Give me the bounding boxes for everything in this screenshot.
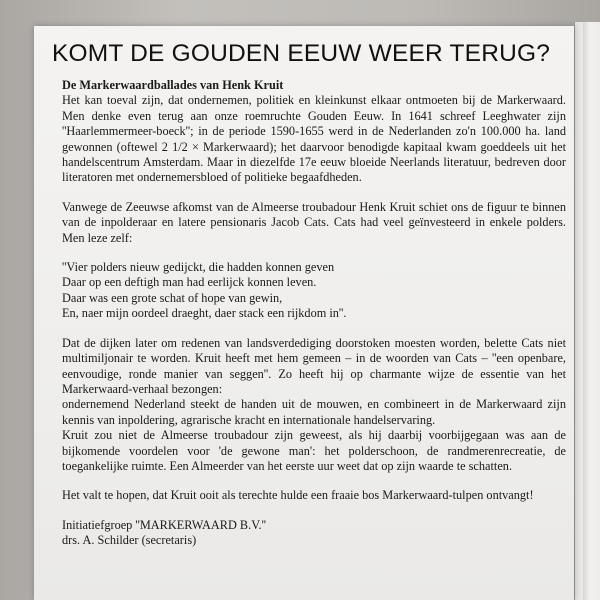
quote-line: Daar was een grote schat of hope van gewin, — [62, 290, 283, 305]
paragraph-intro: Het kan toeval zijn, dat ondernemen, politiek en kleinkunst elkaar ontmoeten bij de Markerwaard. Men denke even terug aan onze roemruchte Gouden Eeuw. In 1641 schreef Leeghwater zijn ''Haarlemmermeer-boeck''; in de periode 1590-1655 werd in de Nederlanden zo'n 100.000 ha. land gewonnen (oftewel 2 1/2 × Markerwaard); het daarvoor benodigde kapitaal kwam goeddeels uit het handelscentrum Amsterdam. Maar in diezelfde 17e eeuw bloeide Neerlands literatuur, bedreven door literatoren met ondernemersbloed of politieke begaafdheden. — [62, 93, 566, 185]
quote-line: En, naer mijn oordeel draeght, daer stack een rijkdom in''. — [62, 306, 347, 321]
spacer — [62, 246, 566, 260]
adjacent-page-edge — [574, 22, 600, 600]
cats-quote — [62, 260, 566, 322]
page-fold-shadow — [583, 22, 589, 600]
paragraph-dikes: Dat de dijken later om redenen van landsverdediging doorstoken moesten worden, belette Cats niet multimiljonair te worden. Kruit heeft met hem gemeen – in de woorden van Cats – ''een openbare, eenvoudige, ronde manier van seggen''. Zo heeft hij op charmante wijze de essentie van het Markerwaard-verhaal bezongen: — [62, 335, 566, 396]
paragraph-cats: Vanwege de Zeeuwse afkomst van de Almeerse troubadour Henk Kruit schiet ons de figuur te binnen van de inpolderaar en latere pensionaris Jacob Cats. Cats had veel geïnvesteerd in enkele polders. Men leze zelf: — [62, 199, 566, 245]
signature-block — [62, 518, 566, 549]
paragraph-closing: Het valt te hopen, dat Kruit ooit als terechte hulde een fraaie bos Markerwaard-tulpen ontvangt! — [62, 488, 534, 503]
signature-organization: Initiatiefgroep ''MARKERWAARD B.V.'' — [62, 517, 267, 532]
quote-line: ''Vier polders nieuw gedijckt, die hadden konnen geven — [62, 260, 335, 275]
spacer — [62, 186, 566, 200]
spacer — [62, 504, 566, 518]
article-subtitle: De Markerwaardballades van Henk Kruit — [62, 78, 284, 92]
paragraph-troubadour: Kruit zou niet de Almeerse troubadour zijn geweest, als hij daarbij voorbijgegaan was aan de bijkomende voordelen voor 'de gewone man': het polderschoon, de randmerenrecreatie, de toegankelijke ruimte. Een Almeerder van het eerste uur weet dat op zijn waarde te schatten. — [62, 428, 566, 473]
signature-name: drs. A. Schilder (secretaris) — [62, 533, 197, 548]
spacer — [62, 322, 566, 336]
spacer — [62, 474, 566, 488]
paragraph-enterprise: ondernemend Nederland steekt de handen uit de mouwen, en combineert in de Markerwaard zijn kennis van inpoldering, agrarische kracht en internationale handelservaring. — [62, 397, 566, 427]
quote-line: Daar op een deftigh man had eerlijck konnen leven. — [62, 275, 317, 290]
article-body — [62, 78, 566, 549]
page-title: KOMT DE GOUDEN EEUW WEER TERUG? — [52, 40, 551, 67]
